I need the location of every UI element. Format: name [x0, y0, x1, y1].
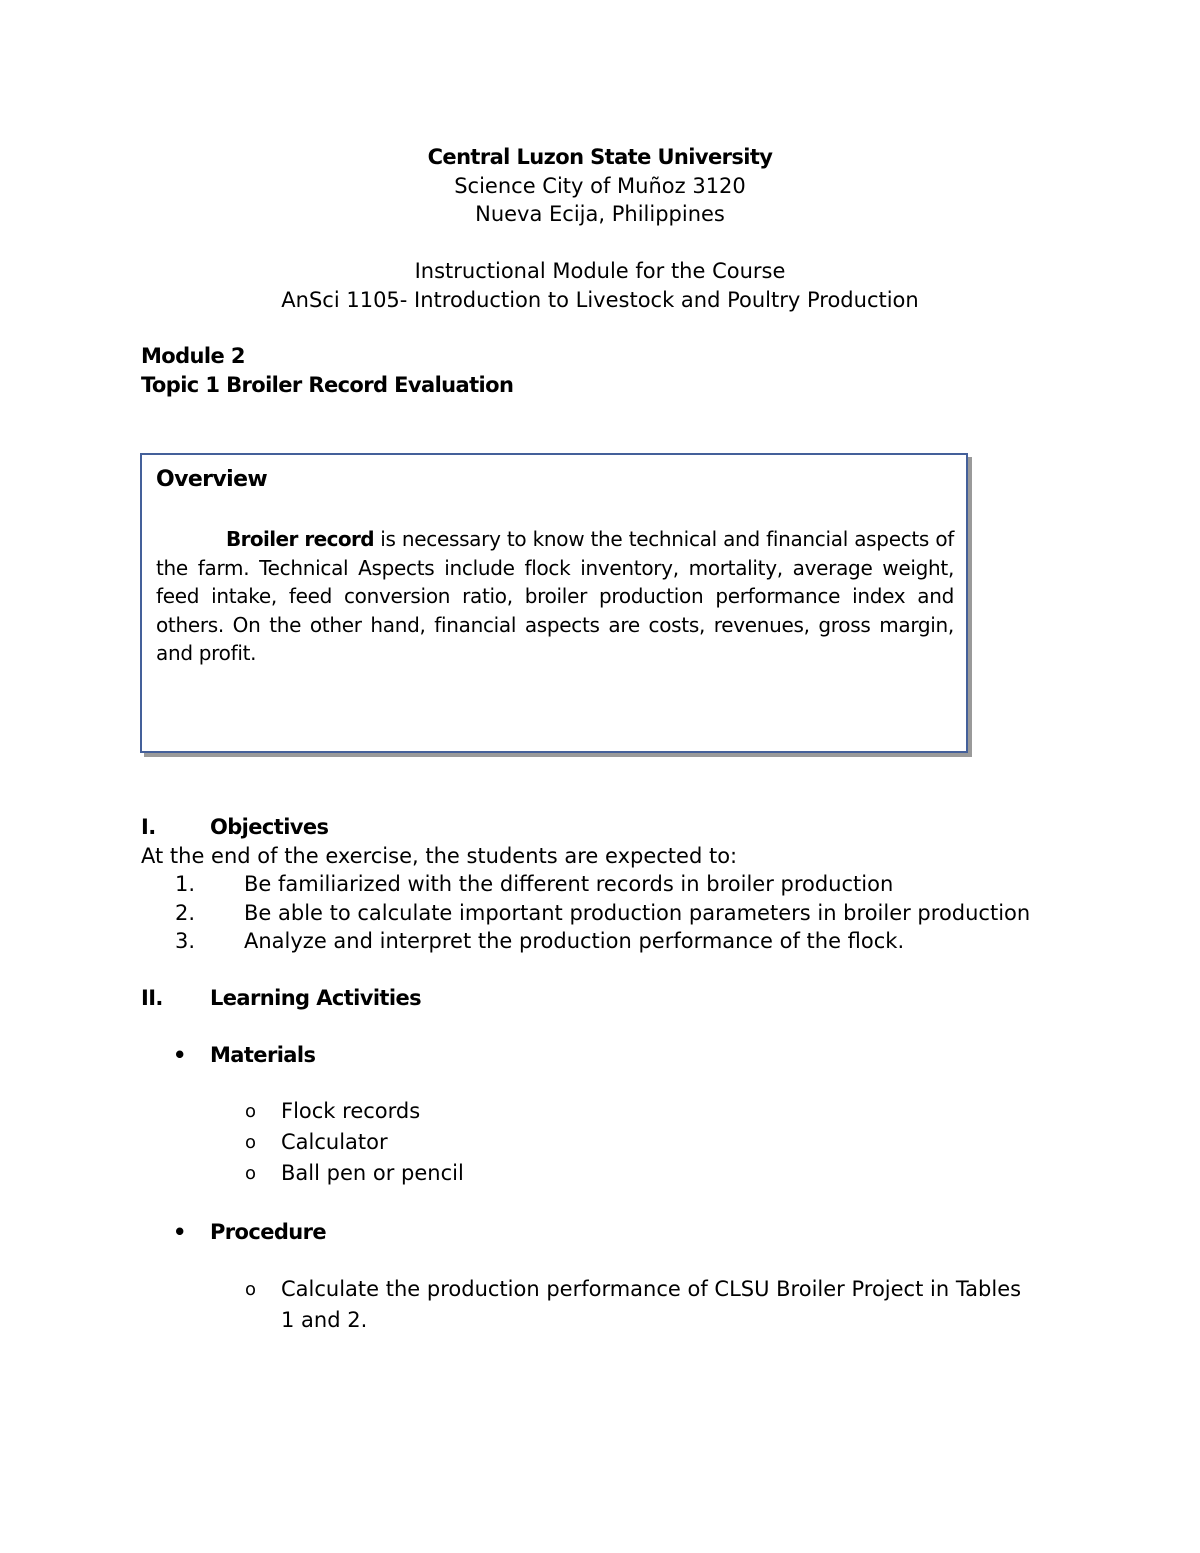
objectives-number: I.: [141, 815, 156, 839]
overview-box: [140, 453, 968, 753]
procedure-list: [245, 1274, 1041, 1336]
university-city: Science City of Muñoz 3120: [454, 173, 746, 198]
circle-bullet-icon: o: [245, 1163, 257, 1184]
list-item: [141, 927, 1030, 956]
bullet-icon: •: [173, 1220, 186, 1244]
objectives-section: [141, 813, 1030, 956]
objectives-title: Objectives: [210, 815, 329, 839]
list-text: Be able to calculate important production parameters in broiler production: [244, 900, 1031, 925]
overview-body: is necessary to know the technical and financial aspects of the farm. Technical Aspects include flock inventory, mortality, average weight, feed intake, feed conversion ratio, broiler production performance index and others. On the other hand, financial aspects are costs, revenues, gross margin, and profit.: [156, 527, 954, 665]
document-header: [0, 143, 1200, 314]
procedure-title: Procedure: [210, 1220, 327, 1244]
list-text: Flock records: [281, 1099, 421, 1123]
list-item: [141, 899, 1030, 928]
topic-title: Topic 1 Broiler Record Evaluation: [141, 373, 514, 397]
list-number: 3.: [175, 929, 196, 953]
materials-heading: [173, 1041, 315, 1070]
list-text: Be familiarized with the different records in broiler production: [244, 872, 894, 896]
materials-list: [245, 1096, 464, 1189]
list-item: [245, 1274, 1041, 1336]
module-number: Module 2: [141, 344, 245, 368]
objectives-list: [141, 870, 1030, 956]
overview-lead-term: Broiler record: [226, 527, 374, 551]
list-number: 2.: [175, 900, 196, 925]
university-province: Nueva Ecija, Philippines: [475, 202, 725, 226]
bullet-icon: •: [173, 1043, 186, 1067]
list-item: [245, 1158, 464, 1189]
procedure-heading: [173, 1218, 326, 1247]
list-number: 1.: [175, 872, 196, 896]
overview-paragraph: [156, 525, 954, 668]
university-name: Central Luzon State University: [427, 145, 773, 169]
list-text: Calculator: [281, 1130, 388, 1154]
list-text: Calculate the production performance of CLSU Broiler Project in Tables 1 and 2.: [281, 1277, 1022, 1332]
learning-activities-section: [141, 984, 421, 1013]
learning-activities-heading: [141, 984, 421, 1013]
module-purpose: Instructional Module for the Course: [414, 259, 786, 283]
objectives-intro: At the end of the exercise, the students are expected to:: [141, 843, 738, 868]
list-text: Ball pen or pencil: [281, 1161, 464, 1185]
learning-activities-number: II.: [141, 986, 163, 1010]
circle-bullet-icon: o: [245, 1101, 257, 1122]
course-title: AnSci 1105- Introduction to Livestock and Poultry Production: [281, 287, 919, 312]
list-text: Analyze and interpret the production performance of the flock.: [244, 929, 905, 953]
list-item: [141, 870, 1030, 899]
materials-title: Materials: [210, 1043, 316, 1067]
circle-bullet-icon: o: [245, 1279, 257, 1300]
learning-activities-title: Learning Activities: [210, 986, 421, 1010]
objectives-heading: [141, 813, 1030, 842]
overview-title: Overview: [156, 467, 268, 492]
list-item: [245, 1096, 464, 1127]
list-item: [245, 1127, 464, 1158]
module-heading: [141, 342, 513, 400]
circle-bullet-icon: o: [245, 1132, 257, 1153]
